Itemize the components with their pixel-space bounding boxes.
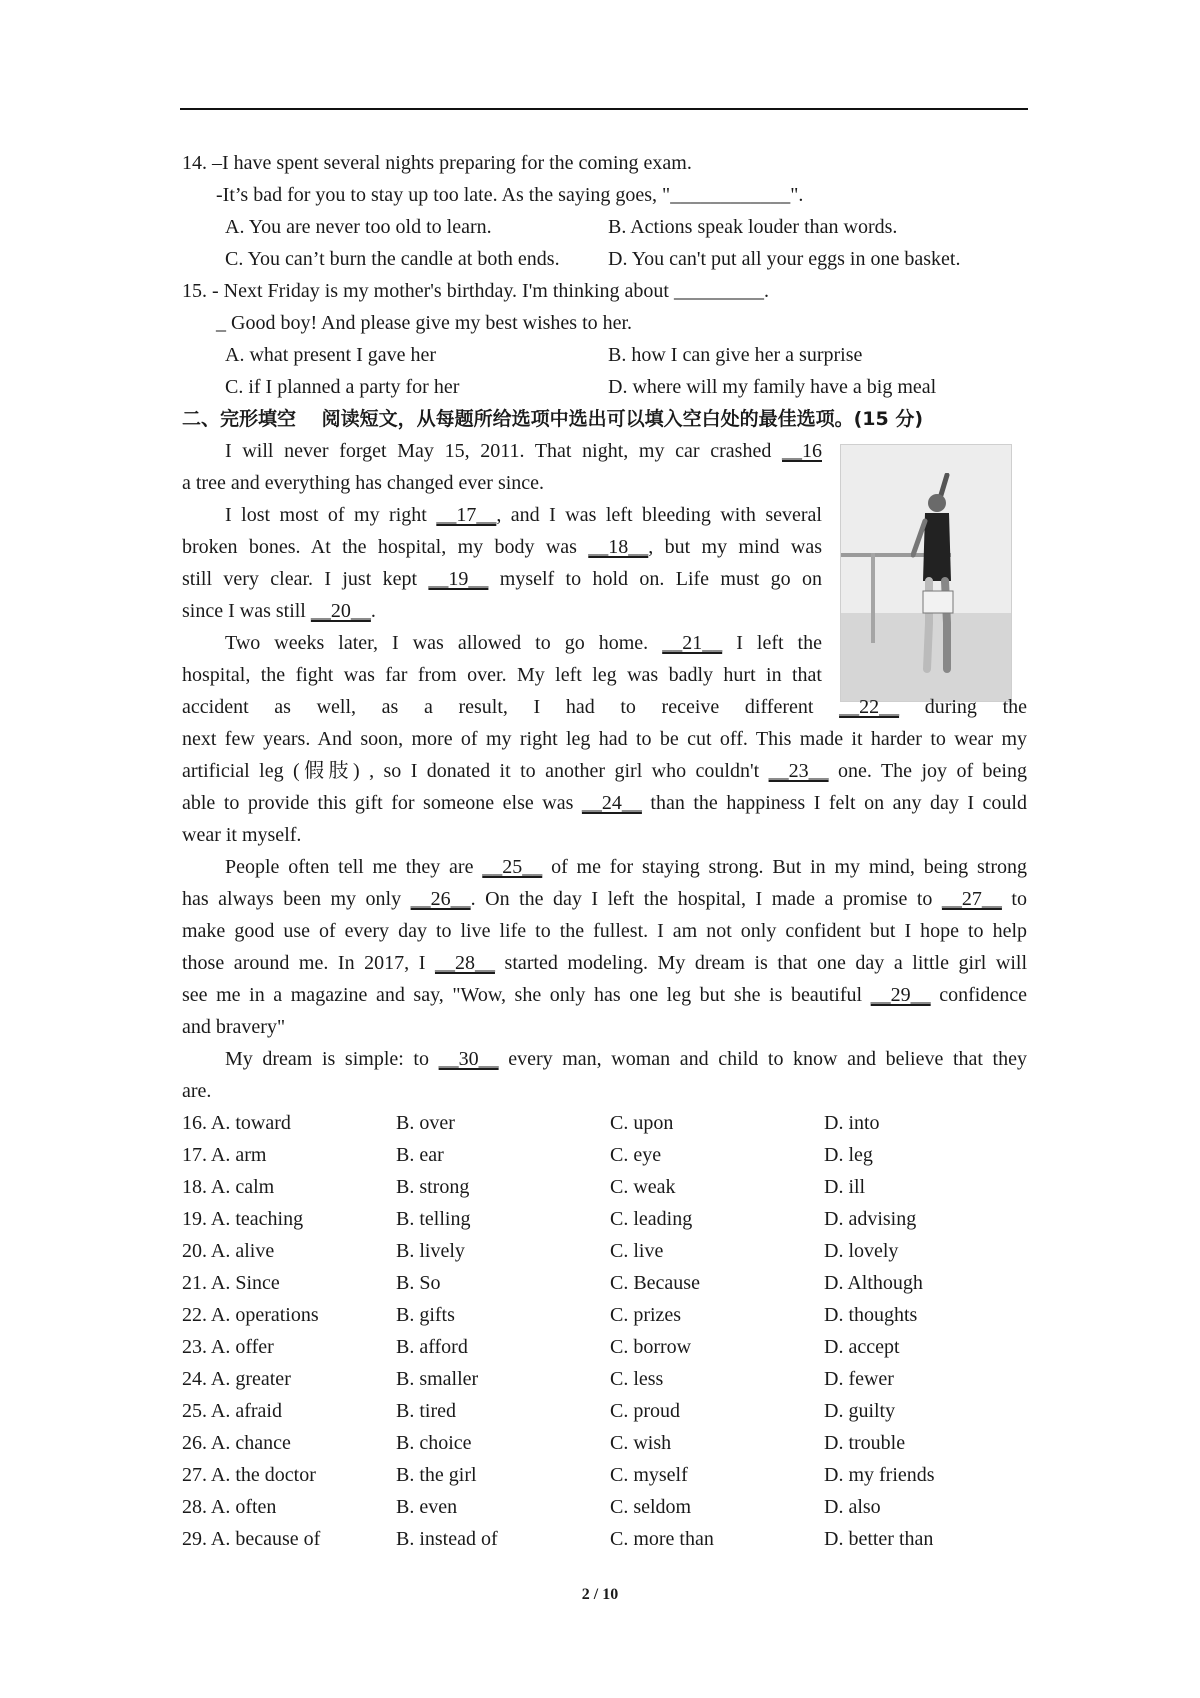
choice-d: D. my friends — [824, 1464, 935, 1486]
passage-text: make good use of every day to live life to the fullest. I am not only confident but I hope to help — [182, 920, 1027, 942]
choice-a: 26. A. chance — [182, 1432, 291, 1454]
passage-text: are. — [182, 1080, 212, 1102]
choice-b: B. over — [396, 1112, 455, 1134]
choice-b: B. smaller — [396, 1368, 479, 1390]
passage-text: a tree and everything has changed ever since. — [182, 472, 545, 494]
passage-line — [182, 534, 822, 560]
q14-option-d: D. You can't put all your eggs in one basket. — [608, 248, 961, 270]
blank-number: __23__ — [768, 760, 829, 782]
passage-text: accident as well, as a result, I had to receive different — [182, 696, 840, 718]
passage-text: every man, woman and child to know and believe that they — [498, 1048, 1027, 1070]
passage-text: I will never forget May 15, 2011. That night, my car crashed — [225, 440, 782, 462]
blank-number: __29__ — [870, 984, 931, 1006]
passage-line — [182, 598, 822, 624]
choice-a: 22. A. operations — [182, 1304, 319, 1326]
choice-b: B. lively — [396, 1240, 465, 1262]
passage-text: one. The joy of being — [828, 760, 1027, 782]
choice-c: C. upon — [610, 1112, 674, 1134]
choice-c: C. live — [610, 1240, 664, 1262]
blank-number: __25__ — [482, 856, 543, 878]
q15-option-b: B. how I can give her a surprise — [608, 344, 863, 366]
passage-text: . On the day I left the hospital, I made a promise to — [470, 888, 942, 910]
q15-option-a: A. what present I gave her — [225, 344, 437, 366]
passage-line — [182, 822, 1027, 848]
passage-text: Two weeks later, I was allowed to go home. — [225, 632, 663, 654]
choice-a: 17. A. arm — [182, 1144, 267, 1166]
choice-a: 28. A. often — [182, 1496, 277, 1518]
passage-line — [225, 630, 822, 656]
blank-number: __17__ — [436, 504, 497, 526]
passage-text: broken bones. At the hospital, my body was — [182, 536, 589, 558]
passage-line — [182, 566, 822, 592]
choice-d: D. ill — [824, 1176, 866, 1198]
choice-a: 24. A. greater — [182, 1368, 291, 1390]
blank-number: __19__ — [428, 568, 489, 590]
passage-line — [182, 694, 1027, 720]
choice-a: 16. A. toward — [182, 1112, 291, 1134]
choice-a: 19. A. teaching — [182, 1208, 304, 1230]
section-heading: 二、完形填空 阅读短文，从每题所给选项中选出可以填入空白处的最佳选项。(15 分) — [182, 408, 924, 430]
choice-b: B. even — [396, 1496, 458, 1518]
dancer-photo — [840, 444, 1012, 702]
blank-number: __26__ — [410, 888, 471, 910]
passage-line — [182, 758, 1027, 784]
passage-line — [182, 982, 1027, 1008]
choice-a: 29. A. because of — [182, 1528, 321, 1550]
passage-line — [182, 950, 1027, 976]
choice-b: B. tired — [396, 1400, 456, 1422]
blank-number: __28__ — [434, 952, 495, 974]
passage-text: . — [370, 600, 376, 622]
choice-c: C. more than — [610, 1528, 714, 1550]
passage-line — [225, 854, 1027, 880]
passage-text: hospital, the fight was far from over. My left leg was badly hurt in that — [182, 664, 822, 686]
q15-stem: 15. - Next Friday is my mother's birthday. I'm thinking about _________. — [182, 280, 769, 302]
choice-d: D. accept — [824, 1336, 900, 1358]
passage-text: next few years. And soon, more of my right leg had to be cut off. This made it harder to wear my — [182, 728, 1027, 750]
passage-text: confidence — [930, 984, 1027, 1006]
passage-text: myself to hold on. Life must go on — [488, 568, 822, 590]
choice-d: D. Although — [824, 1272, 923, 1294]
choice-d: D. trouble — [824, 1432, 906, 1454]
header-rule — [180, 108, 1028, 110]
passage-line — [182, 790, 1027, 816]
passage-line — [225, 438, 822, 464]
blank-number: __18__ — [588, 536, 649, 558]
passage-line — [182, 886, 1027, 912]
blank-number: __16 — [782, 440, 822, 462]
passage-text: still very clear. I just kept — [182, 568, 429, 590]
choice-a: 18. A. calm — [182, 1176, 275, 1198]
page-number: 2 / 10 — [581, 1586, 619, 1603]
choice-a: 27. A. the doctor — [182, 1464, 316, 1486]
passage-text: artificial leg (假肢) , so I donated it to another girl who couldn't — [182, 760, 769, 782]
choice-c: C. wish — [610, 1432, 672, 1454]
choice-b: B. telling — [396, 1208, 471, 1230]
passage-text: those around me. In 2017, I — [182, 952, 435, 974]
passage-text: see me in a magazine and say, "Wow, she only has one leg but she is beautiful — [182, 984, 871, 1006]
choice-a: 25. A. afraid — [182, 1400, 282, 1422]
choice-c: C. eye — [610, 1144, 662, 1166]
blank-number: __30__ — [438, 1048, 499, 1070]
choice-a: 21. A. Since — [182, 1272, 280, 1294]
passage-text: I left the — [722, 632, 822, 654]
choice-c: C. proud — [610, 1400, 680, 1422]
passage-line — [182, 662, 822, 688]
blank-number: __20__ — [310, 600, 371, 622]
choice-a: 23. A. offer — [182, 1336, 274, 1358]
passage-text: and bravery" — [182, 1016, 286, 1038]
choice-d: D. thoughts — [824, 1304, 918, 1326]
choice-c: C. leading — [610, 1208, 693, 1230]
choice-c: C. borrow — [610, 1336, 692, 1358]
choice-c: C. seldom — [610, 1496, 692, 1518]
passage-line — [182, 726, 1027, 752]
choice-c: C. Because — [610, 1272, 700, 1294]
passage-text: People often tell me they are — [225, 856, 483, 878]
choice-b: B. the girl — [396, 1464, 477, 1486]
choice-b: B. ear — [396, 1144, 444, 1166]
choice-d: D. better than — [824, 1528, 934, 1550]
choice-b: B. choice — [396, 1432, 472, 1454]
q15-option-d: D. where will my family have a big meal — [608, 376, 937, 398]
passage-text: since I was still — [182, 600, 311, 622]
passage-line — [225, 502, 822, 528]
passage-text: of me for staying strong. But in my mind, being strong — [542, 856, 1027, 878]
dancer-figure — [911, 473, 971, 683]
choice-d: D. also — [824, 1496, 881, 1518]
passage-line — [182, 1078, 1027, 1104]
passage-text: to — [1001, 888, 1027, 910]
q14-option-b: B. Actions speak louder than words. — [608, 216, 898, 238]
blank-number: __24__ — [581, 792, 642, 814]
choice-c: C. myself — [610, 1464, 688, 1486]
passage-text: than the happiness I felt on any day I could — [641, 792, 1027, 814]
passage-text: during the — [899, 696, 1027, 718]
choice-d: D. advising — [824, 1208, 917, 1230]
passage-line — [182, 918, 1027, 944]
passage-text: I lost most of my right — [225, 504, 437, 526]
choice-c: C. weak — [610, 1176, 676, 1198]
choice-d: D. guilty — [824, 1400, 896, 1422]
choice-b: B. gifts — [396, 1304, 455, 1326]
passage-line — [182, 1014, 1027, 1040]
choice-c: C. less — [610, 1368, 664, 1390]
passage-text: able to provide this gift for someone else was — [182, 792, 582, 814]
photo-barre-post — [871, 553, 875, 643]
passage-text: started modeling. My dream is that one day a little girl will — [494, 952, 1027, 974]
q15-reply: _ Good boy! And please give my best wishes to her. — [216, 312, 633, 334]
choice-c: C. prizes — [610, 1304, 682, 1326]
q14-reply: -It’s bad for you to stay up too late. As the saying goes, "____________". — [216, 184, 804, 206]
passage-line — [182, 470, 822, 496]
choice-b: B. afford — [396, 1336, 468, 1358]
q14-option-a: A. You are never too old to learn. — [225, 216, 492, 238]
choice-a: 20. A. alive — [182, 1240, 275, 1262]
passage-text: wear it myself. — [182, 824, 302, 846]
choice-b: B. strong — [396, 1176, 470, 1198]
q15-option-c: C. if I planned a party for her — [225, 376, 460, 398]
blank-number: __21__ — [662, 632, 723, 654]
choice-b: B. instead of — [396, 1528, 498, 1550]
passage-text: has always been my only — [182, 888, 411, 910]
choice-d: D. into — [824, 1112, 880, 1134]
blank-number: __22__ — [839, 696, 900, 718]
passage-line — [225, 1046, 1027, 1072]
blank-number: __27__ — [941, 888, 1002, 910]
passage-text: , and I was left bleeding with several — [496, 504, 822, 526]
passage-text: My dream is simple: to — [225, 1048, 439, 1070]
passage-text: , but my mind was — [648, 536, 822, 558]
choice-d: D. leg — [824, 1144, 873, 1166]
q14-option-c: C. You can’t burn the candle at both ends. — [225, 248, 560, 270]
choice-b: B. So — [396, 1272, 441, 1294]
choice-d: D. fewer — [824, 1368, 894, 1390]
choice-d: D. lovely — [824, 1240, 899, 1262]
q14-stem: 14. –I have spent several nights preparing for the coming exam. — [182, 152, 692, 174]
